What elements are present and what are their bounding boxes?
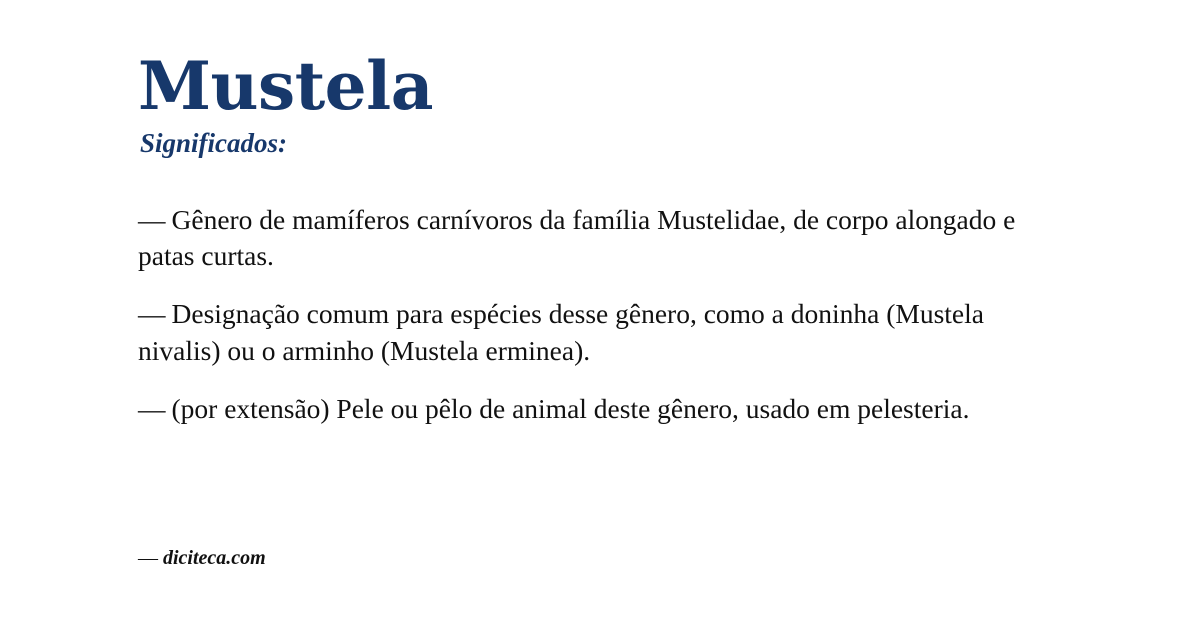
definition-item: [138, 202, 1053, 275]
source-dash: —: [138, 547, 158, 569]
definition-text: Gênero de mamíferos carnívoros da família Mustelidae, de corpo alongado e patas curtas.: [138, 203, 1016, 271]
definitions-list: [138, 202, 1080, 427]
definition-text: (por extensão) Pele ou pêlo de animal deste gênero, usado em pelesteria.: [171, 392, 970, 424]
section-subtitle: Significados:: [140, 128, 288, 159]
definition-dash: —: [138, 203, 166, 235]
definition-text: Designação comum para espécies desse gênero, como a doninha (Mustela nivalis) ou o arminho (Mustela erminea).: [138, 298, 984, 366]
source-attribution: [138, 547, 266, 570]
definition-item: [138, 391, 1053, 427]
source-name: diciteca.com: [163, 547, 266, 569]
definition-dash: —: [138, 392, 166, 424]
definition-item: [138, 296, 1053, 369]
page-title: Mustela: [138, 47, 434, 125]
definition-dash: —: [138, 298, 166, 330]
